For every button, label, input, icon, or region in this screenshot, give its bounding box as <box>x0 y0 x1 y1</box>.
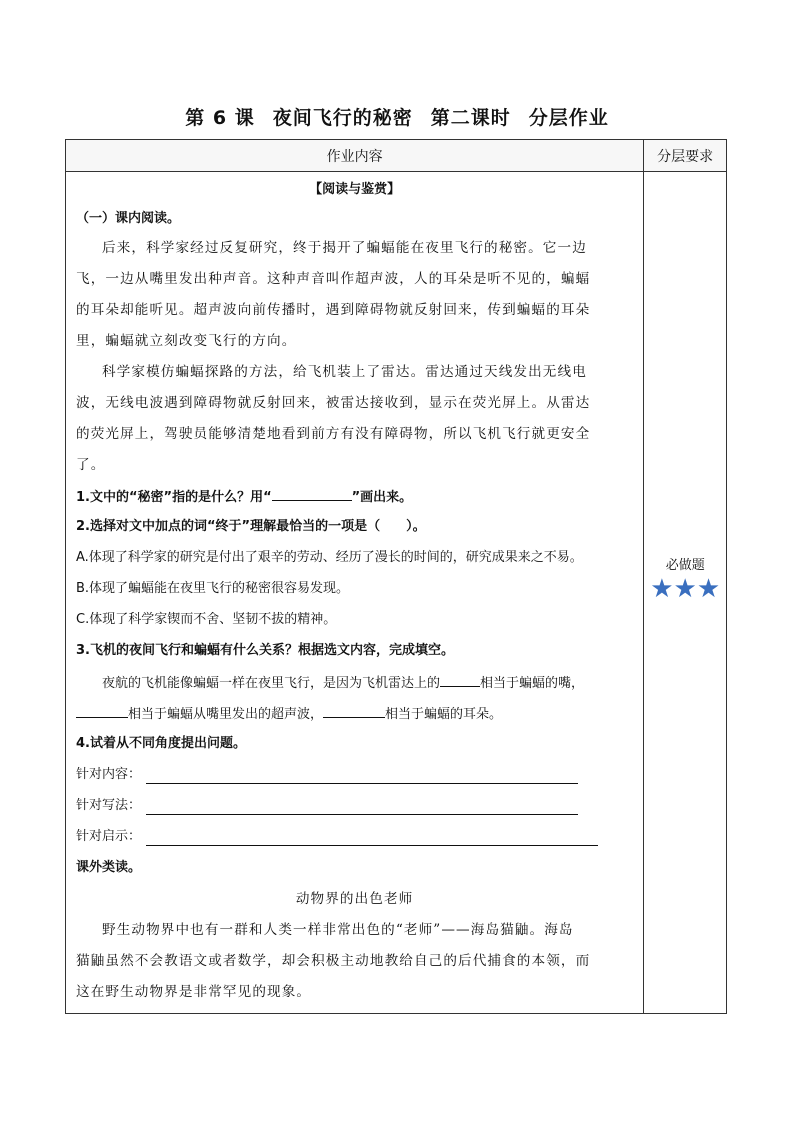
title-period: 第二课时 <box>430 107 511 129</box>
star-icon: ★★★ <box>650 574 721 604</box>
difficulty-stars <box>644 574 726 604</box>
requirement-label: 必做题 <box>665 558 705 573</box>
header-requirement: 分层要求 <box>644 140 727 172</box>
underline-sample <box>272 486 352 501</box>
passage-line: 后来，科学家经过反复研究，终于揭开了蝙蝠能在夜里飞行的秘密。它一边 <box>102 240 587 256</box>
header-content: 作业内容 <box>66 140 644 172</box>
story-title: 动物界的出色老师 <box>295 891 414 907</box>
homework-table <box>65 139 727 1014</box>
prompt-content: 针对内容： <box>76 767 142 782</box>
option-a: A.体现了科学家的研究是付出了艰辛的劳动、经历了漫长的时间的，研究成果来之不易。 <box>76 550 583 565</box>
requirement-cell <box>644 172 727 1014</box>
passage-line: 飞，一边从嘴里发出种声音。这种声音叫作超声波，人的耳朵是听不见的，蝙蝠 <box>76 271 591 287</box>
passage-line: 的荧光屏上，驾驶员能够清楚地看到前方有没有障碍物，所以飞机飞行就更安全 <box>76 426 591 442</box>
passage-line: 的耳朵却能听见。超声波向前传播时，遇到障碍物就反射回来，传到蝙蝠的耳朵 <box>76 302 591 318</box>
passage-line: 了。 <box>76 457 106 473</box>
section-heading: 【阅读与鉴赏】 <box>309 182 401 197</box>
passage-line: 里，蝙蝠就立刻改变飞行的方向。 <box>76 333 297 349</box>
question-1: 1.文中的“秘密”指的是什么？用“ ”画出来。 <box>76 486 633 508</box>
title-kind: 分层作业 <box>528 107 609 129</box>
fill-blank[interactable] <box>76 703 128 718</box>
fill-blank[interactable] <box>323 703 385 718</box>
page-title <box>0 103 794 130</box>
passage-line: 波，无线电波遇到障碍物就反射回来，被雷达接收到，显示在荧光屏上。从雷达 <box>76 395 591 411</box>
answer-line[interactable] <box>146 813 578 815</box>
prompt-insight: 针对启示： <box>76 829 142 844</box>
story-line: 猫鼬虽然不会教语文或者数学，却会积极主动地教给自己的后代捕食的本领，而 <box>76 953 591 969</box>
part2-heading: 课外类读。 <box>76 860 142 875</box>
content-cell <box>66 172 644 1014</box>
table-header-row <box>66 140 727 172</box>
question-3: 3.飞机的夜间飞行和蝙蝠有什么关系？根据选文内容，完成填空。 <box>76 643 454 658</box>
title-lesson: 第 6 课 <box>185 107 255 129</box>
story-line: 野生动物界中也有一群和人类一样非常出色的“老师”——海岛猫鼬。海岛 <box>102 922 574 938</box>
question-2: 2.选择对文中加点的词“终于”理解最恰当的一项是（ ）。 <box>76 519 426 534</box>
prompt-writing: 针对写法： <box>76 798 142 813</box>
story-line: 这在野生动物界是非常罕见的现象。 <box>76 984 312 1000</box>
part1-heading: （一）课内阅读。 <box>76 211 181 226</box>
question-4: 4.试着从不同角度提出问题。 <box>76 736 246 751</box>
fill-blank[interactable] <box>440 672 480 687</box>
title-topic: 夜间飞行的秘密 <box>272 107 413 129</box>
table-body-row <box>66 172 727 1014</box>
answer-line[interactable] <box>146 782 578 784</box>
fill-line-1: 夜航的飞机能像蝙蝠一样在夜里飞行，是因为飞机雷达上的 相当于蝙蝠的嘴， <box>76 672 633 694</box>
answer-line[interactable] <box>146 844 598 846</box>
passage-line: 科学家模仿蝙蝠探路的方法，给飞机装上了雷达。雷达通过天线发出无线电 <box>102 364 587 380</box>
option-b: B.体现了蝙蝠能在夜里飞行的秘密很容易发现。 <box>76 581 350 596</box>
option-c: C.体现了科学家锲而不舍、坚韧不拔的精神。 <box>76 612 337 627</box>
fill-line-2: 相当于蝙蝠从嘴里发出的超声波， 相当于蝙蝠的耳朵。 <box>76 703 633 725</box>
